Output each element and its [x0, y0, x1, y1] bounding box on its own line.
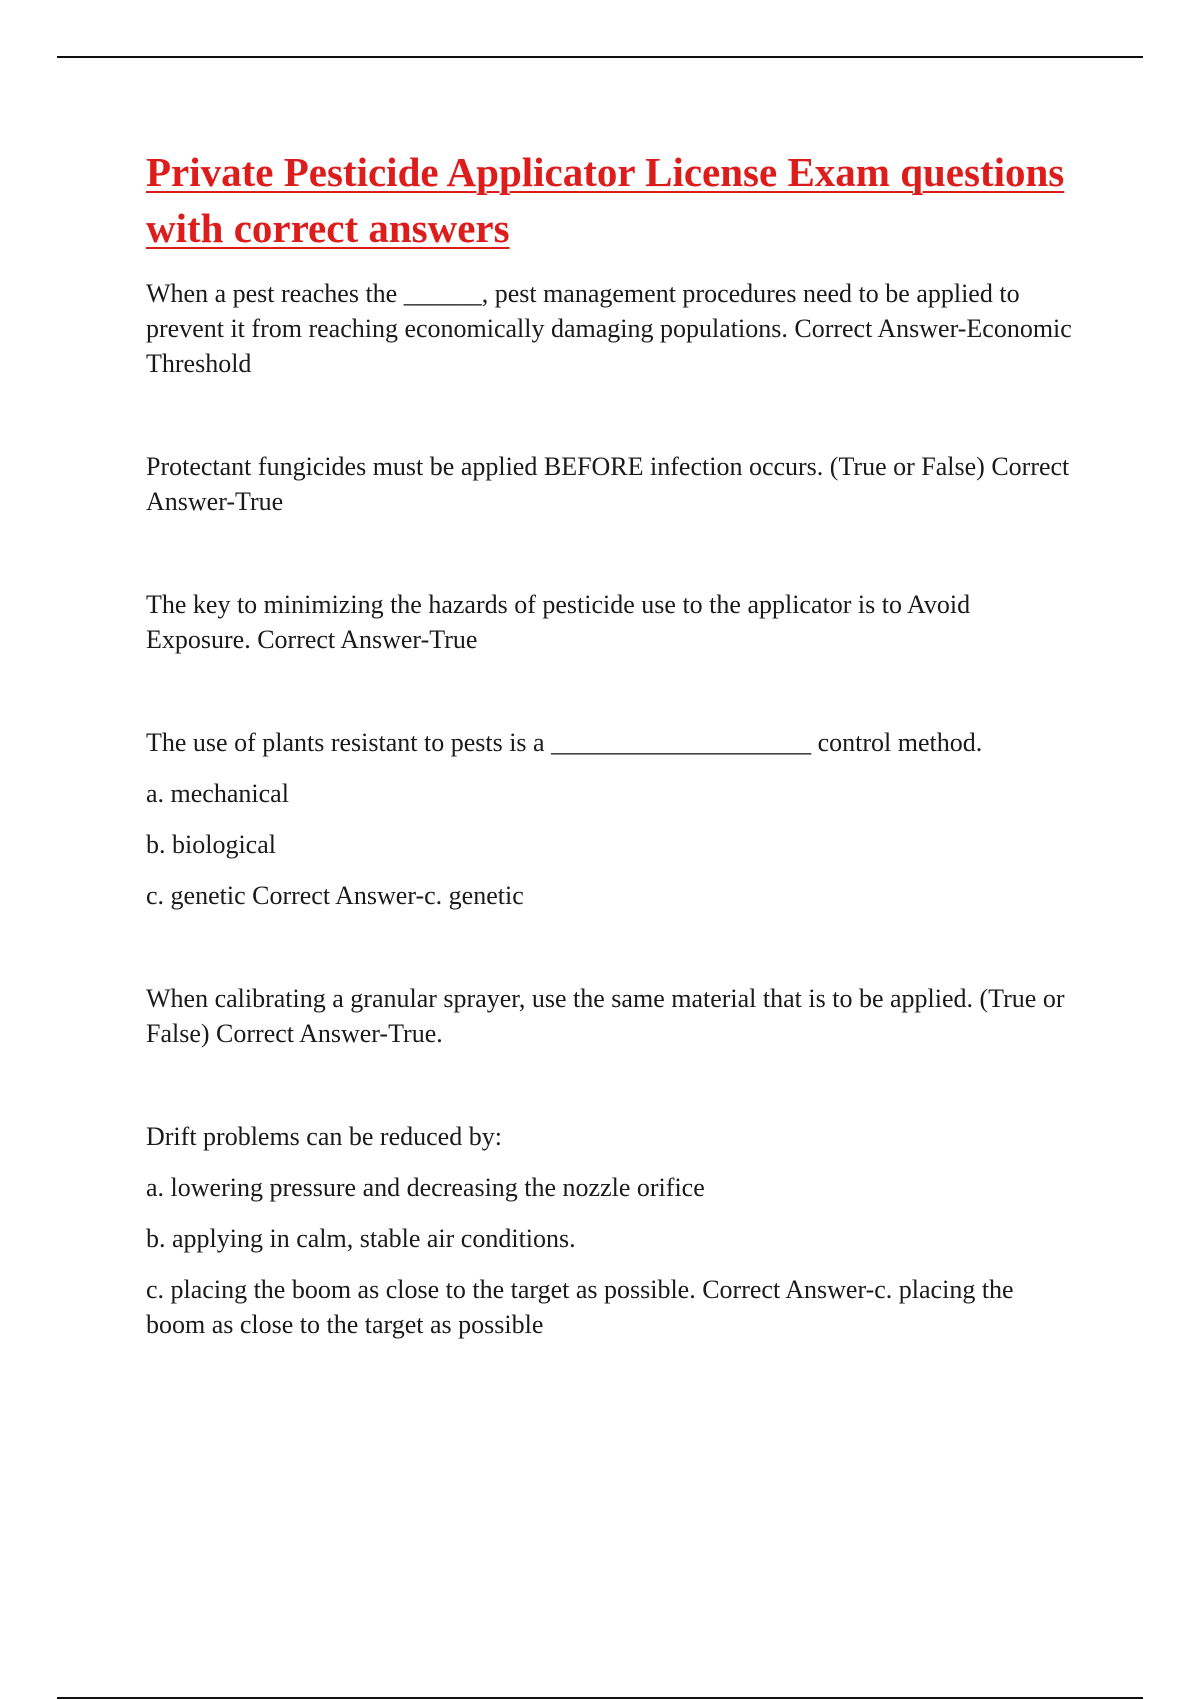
question-4 [146, 725, 1076, 913]
answer-option: b. applying in calm, stable air conditions. [146, 1224, 576, 1253]
question-2 [146, 449, 1076, 519]
bottom-rule [57, 1697, 1143, 1699]
question-text: When a pest reaches the ______, pest management procedures need to be applied to prevent it from reaching economically damaging populations. Correct Answer-Economic Threshold [146, 279, 1072, 378]
answer-option: a. mechanical [146, 779, 289, 808]
document-title: Private Pesticide Applicator License Exam questions with correct answers [146, 149, 1065, 251]
answer-option: c. placing the boom as close to the target as possible. Correct Answer-c. placing the boom as close to the target as possible [146, 1275, 1014, 1339]
top-rule [57, 56, 1143, 58]
question-6 [146, 1119, 1076, 1342]
answer-option: c. genetic Correct Answer-c. genetic [146, 881, 524, 910]
question-text: When calibrating a granular sprayer, use the same material that is to be applied. (True or False) Correct Answer-True. [146, 984, 1065, 1048]
question-text: The key to minimizing the hazards of pesticide use to the applicator is to Avoid Exposure. Correct Answer-True [146, 590, 971, 654]
question-3 [146, 587, 1076, 657]
question-text: Protectant fungicides must be applied BEFORE infection occurs. (True or False) Correct Answer-True [146, 452, 1070, 516]
answer-option: b. biological [146, 830, 276, 859]
document-body [146, 144, 1076, 1410]
question-text: Drift problems can be reduced by: [146, 1122, 502, 1151]
question-5 [146, 981, 1076, 1051]
question-text: The use of plants resistant to pests is a ____________________ control method. [146, 728, 983, 757]
question-1 [146, 276, 1076, 381]
answer-option: a. lowering pressure and decreasing the nozzle orifice [146, 1173, 705, 1202]
